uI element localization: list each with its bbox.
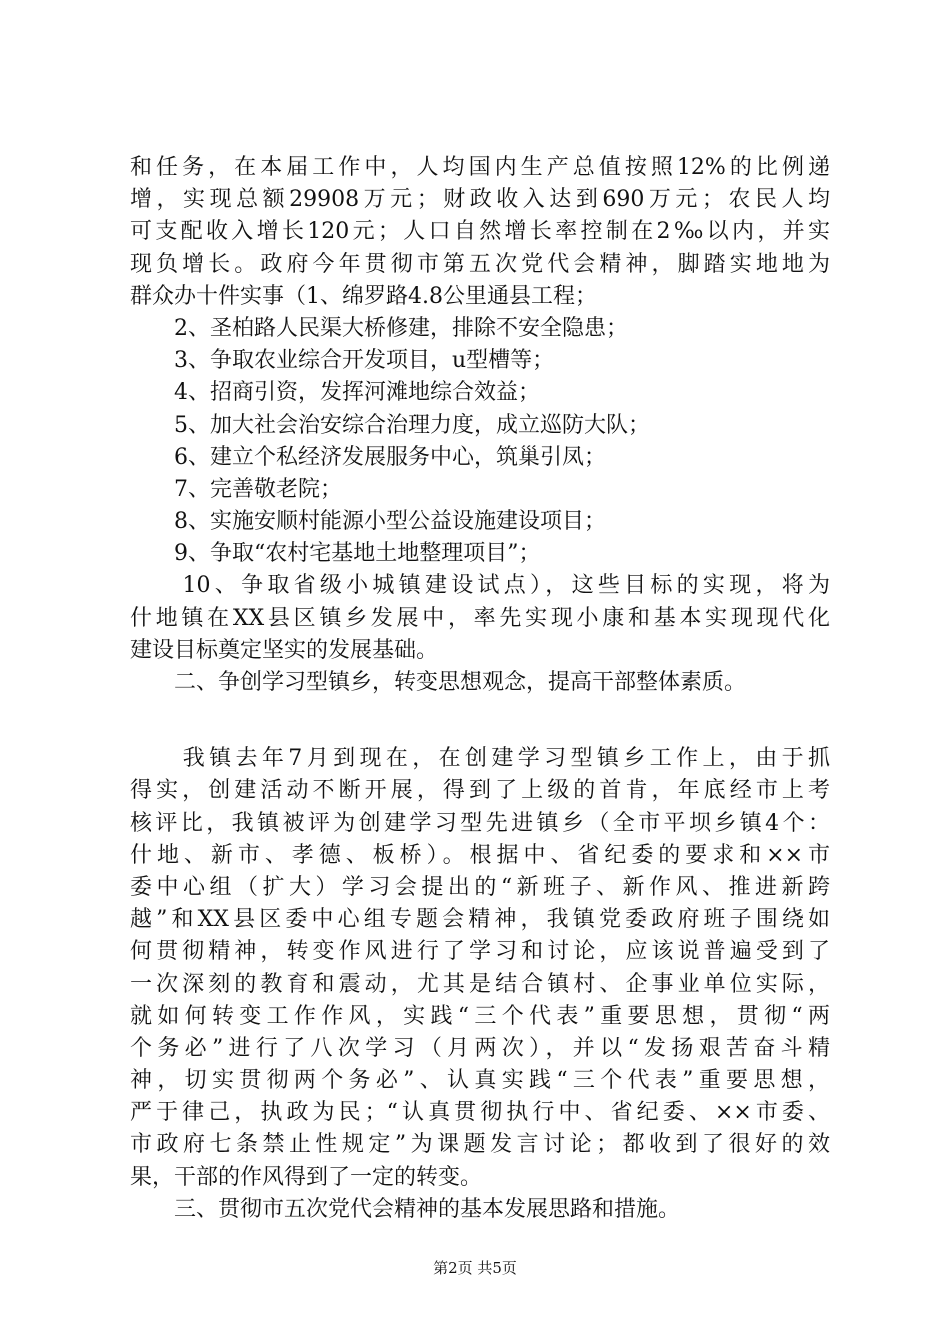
list-item: 9、争取“农村宅基地土地整理项目”； [130, 541, 541, 567]
text-line: 现负增长。政府今年贯彻市第五次党代会精神，脚踏实地地为 [130, 251, 830, 277]
text-line: 建设目标奠定坚实的发展基础。 [130, 637, 439, 663]
document-body [130, 152, 830, 1226]
text-block-1 [130, 152, 830, 699]
text-line: 可支配收入增长120元；人口自然增长率控制在2‰以内，并实 [130, 219, 830, 245]
text-line: 核评比，我镇被评为创建学习型先进镇乡（全市平坝乡镇4个： [130, 810, 830, 836]
text-line: 个务必”进行了八次学习（月两次），并以“发扬艰苦奋斗精 [130, 1035, 830, 1061]
text-line: 何贯彻精神，转变作风进行了学习和讨论，应该说普遍受到了 [130, 939, 830, 965]
text-line: 果，干部的作风得到了一定的转变。 [130, 1164, 483, 1190]
list-item: 8、实施安顺村能源小型公益设施建设项目； [130, 509, 606, 535]
text-line: 得实，创建活动不断开展，得到了上级的首肯，年底经市上考 [130, 778, 830, 804]
list-item: 4、招商引资，发挥河滩地综合效益； [130, 380, 540, 406]
text-line: 一次深刻的教育和震动，尤其是结合镇村、企事业单位实际， [130, 971, 830, 997]
text-line: 群众办十件实事（1、绵罗路4.8公里通县工程； [130, 283, 597, 309]
text-line: 就如何转变工作作风，实践“三个代表”重要思想，贯彻“两 [130, 1003, 830, 1029]
text-line: 什地、新市、孝德、板桥）。根据中、省纪委的要求和××市 [130, 842, 830, 868]
text-block-2 [130, 743, 830, 1226]
text-line: 什地镇在XX县区镇乡发展中，率先实现小康和基本实现现代化 [130, 605, 830, 631]
list-item: 2、圣柏路人民渠大桥修建，排除不安全隐患； [130, 315, 628, 341]
text-line: 我镇去年7月到现在，在创建学习型镇乡工作上，由于抓 [130, 746, 830, 772]
list-item: 6、建立个私经济发展服务中心，筑巢引凤； [130, 444, 606, 470]
section-heading-2: 二、争创学习型镇乡，转变思想观念，提高干部整体素质。 [130, 670, 747, 695]
text-line: 严于律己，执政为民；“认真贯彻执行中、省纪委、××市委、 [130, 1100, 830, 1126]
text-line: 越”和XX县区委中心组专题会精神，我镇党委政府班子围绕如 [130, 907, 830, 933]
text-line: 委中心组（扩大）学习会提出的“新班子、新作风、推进新跨 [130, 874, 830, 900]
text-line: 和任务，在本届工作中，人均国内生产总值按照12%的比例递 [130, 155, 830, 180]
list-item: 3、争取农业综合开发项目，u型槽等； [130, 348, 555, 374]
list-item: 10、争取省级小城镇建设试点），这些目标的实现，将为 [130, 573, 830, 599]
section-heading-3: 三、贯彻市五次党代会精神的基本发展思路和措施。 [130, 1196, 681, 1222]
paragraph-gap [130, 699, 830, 743]
text-line: 增，实现总额29908万元；财政收入达到690万元；农民人均 [130, 187, 830, 213]
list-item: 7、完善敬老院； [130, 476, 342, 502]
list-item: 5、加大社会治安综合治理力度，成立巡防大队； [130, 412, 650, 438]
page-number-footer: 第2页 共5页 [433, 1259, 517, 1277]
text-line: 神，切实贯彻两个务必”、认真实践“三个代表”重要思想， [130, 1068, 830, 1094]
text-line: 市政府七条禁止性规定”为课题发言讨论；都收到了很好的效 [130, 1132, 830, 1158]
